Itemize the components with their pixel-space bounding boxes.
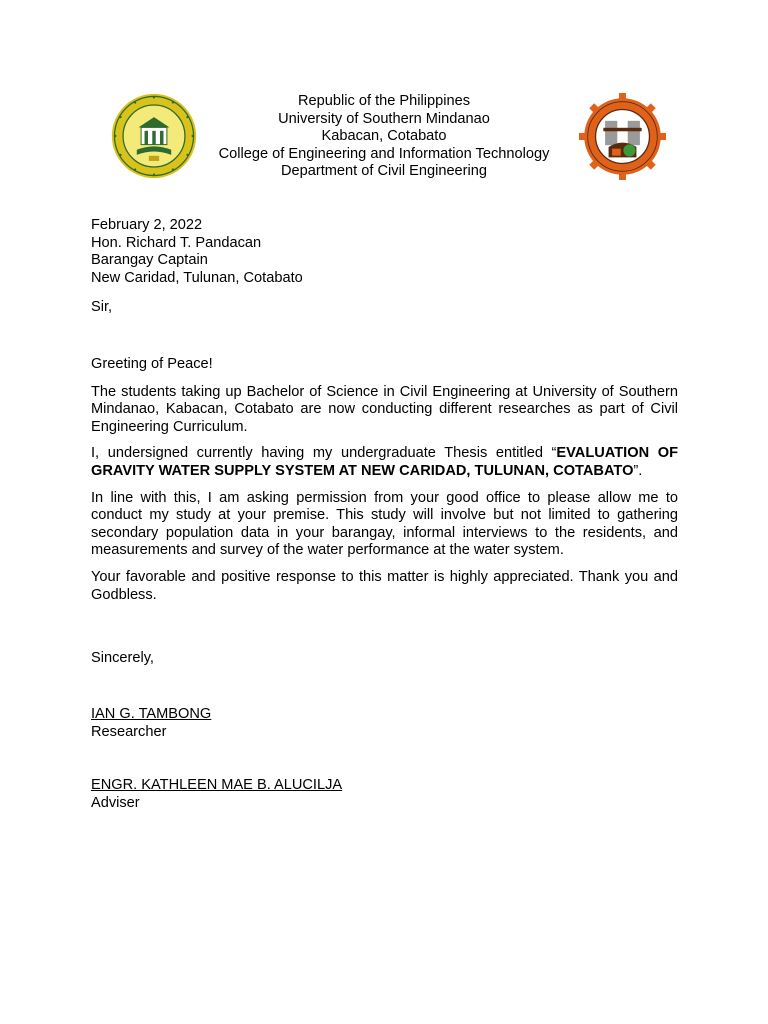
researcher-role: Researcher — [91, 723, 167, 740]
signature-block-researcher — [91, 706, 211, 741]
letterhead-college: College of Engineering and Information Technology — [218, 145, 550, 162]
thesis-close: ”. — [633, 462, 643, 479]
university-seal-icon — [111, 93, 197, 179]
greeting: Greeting of Peace! — [91, 356, 213, 372]
paragraph-request: In line with this, I am asking permission from your good office to please allow me to conduct my study at your premise. This study will involve but not limited to gathering secondary population data in your barangay, informal interviews to the residents, and measurements and survey of the water performance at the water system. — [91, 489, 678, 559]
letterhead-department: Department of Civil Engineering — [280, 163, 488, 180]
college-seal-icon — [579, 93, 666, 180]
adviser-role: Adviser — [91, 794, 140, 811]
letterhead-location: Kabacan, Cotabato — [321, 128, 447, 145]
letter-date: February 2, 2022 — [91, 217, 203, 233]
inside-address — [91, 217, 678, 287]
salutation: Sir, — [91, 299, 113, 315]
recipient-name: Hon. Richard T. Pandacan — [91, 234, 262, 251]
paragraph-thesis — [91, 445, 678, 480]
adviser-name: ENGR. KATHLEEN MAE B. ALUCILJA — [91, 777, 343, 793]
paragraph-intro: The students taking up Bachelor of Science in Civil Engineering at University of Southern Mindanao, Kabacan, Cotabato are now conducting different researches as part of Civil Engineering Curriculum. — [91, 383, 678, 435]
recipient-address: New Caridad, Tulunan, Cotabato — [91, 269, 303, 286]
complimentary-close: Sincerely, — [91, 650, 154, 666]
recipient-title: Barangay Captain — [91, 252, 208, 269]
letter-body — [91, 356, 678, 613]
signature-block-adviser — [91, 777, 342, 812]
thesis-lead-in: I, undersigned currently having my undergraduate Thesis entitled “ — [91, 445, 557, 462]
thesis-title: EVALUATION OF GRAVITY WATER SUPPLY SYSTEM AT NEW CARIDAD, TULUNAN, COTABATO — [91, 445, 679, 479]
researcher-name: IAN G. TAMBONG — [91, 706, 212, 722]
letterhead — [190, 93, 578, 181]
letterhead-country: Republic of the Philippines — [298, 93, 470, 109]
letterhead-university: University of Southern Mindanao — [278, 110, 490, 127]
paragraph-closing: Your favorable and positive response to this matter is highly appreciated. Thank you and Godbless. — [91, 568, 678, 603]
